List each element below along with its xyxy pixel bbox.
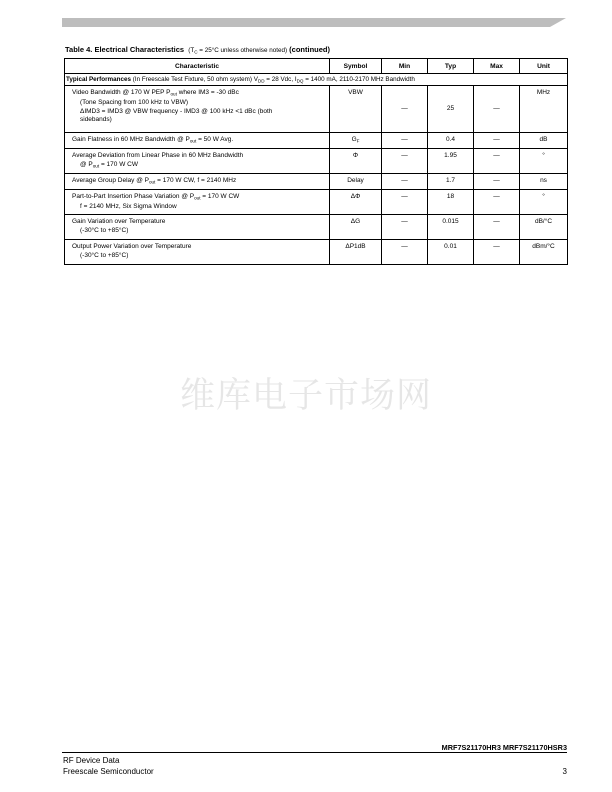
characteristic-cell: Part-to-Part Insertion Phase Variation @ $P_{out} = 170$ W CW f = 2140 MHz, Six Sigma Window bbox=[65, 190, 330, 215]
characteristic-cell: Average Group Delay @ $P_{out} = 170$ W CW, f = 2140 MHz bbox=[65, 174, 330, 190]
symbol-cell: ΔΦ bbox=[330, 190, 382, 215]
table-row bbox=[65, 240, 568, 265]
table-row bbox=[65, 215, 568, 240]
characteristic-cell: Video Bandwidth @ 170 W PEP $P_{out}$ where IM3 = -30 dBc (Tone Spacing from 100 kHz to VBW) ΔIMD3 = IMD3 @ VBW frequency - IMD3 @ 100 kHz <1 dBc (both sidebands) bbox=[65, 86, 330, 133]
characteristic-cell: Gain Variation over Temperature (-30°C to +85°C) bbox=[65, 215, 330, 240]
max-cell: — bbox=[474, 240, 520, 265]
table-title-text: Table 4. Electrical Characteristics bbox=[65, 45, 185, 54]
table-row bbox=[65, 149, 568, 174]
table-row bbox=[65, 174, 568, 190]
footer-doc-type: RF Device Data bbox=[63, 756, 120, 765]
col-typ: Typ bbox=[428, 59, 474, 74]
characteristic-cell: Gain Flatness in 60 MHz Bandwidth @ $P_{out} = 50$ W Avg. bbox=[65, 133, 330, 149]
min-cell: — bbox=[382, 215, 428, 240]
min-cell: — bbox=[382, 240, 428, 265]
footer-company: Freescale Semiconductor bbox=[63, 767, 154, 776]
col-symbol: Symbol bbox=[330, 59, 382, 74]
page-number: 3 bbox=[562, 767, 567, 776]
col-characteristic: Characteristic bbox=[65, 59, 330, 74]
symbol-cell: Φ bbox=[330, 149, 382, 174]
max-cell: — bbox=[474, 190, 520, 215]
symbol-cell: VBW bbox=[330, 86, 382, 133]
symbol-cell: ΔG bbox=[330, 215, 382, 240]
col-min: Min bbox=[382, 59, 428, 74]
table-conditions: ($T_C = 25^\circ C$ unless otherwise noted) bbox=[188, 47, 288, 55]
min-cell: — bbox=[382, 86, 428, 133]
footer-divider bbox=[62, 752, 567, 753]
footer-part-number: MRF7S21170HR3 MRF7S21170HSR3 bbox=[441, 743, 567, 752]
symbol-cell: $G_F$ bbox=[330, 133, 382, 149]
typ-cell: 1.95 bbox=[428, 149, 474, 174]
characteristic-cell: Output Power Variation over Temperature (-30°C to +85°C) bbox=[65, 240, 330, 265]
table-title bbox=[65, 45, 330, 55]
group-row bbox=[65, 74, 568, 86]
header-accent-bar bbox=[62, 18, 566, 27]
typ-cell: 0.015 bbox=[428, 215, 474, 240]
max-cell: — bbox=[474, 86, 520, 133]
unit-cell: ° bbox=[520, 149, 568, 174]
min-cell: — bbox=[382, 174, 428, 190]
table-continued: (continued) bbox=[289, 45, 330, 54]
unit-cell: dB/°C bbox=[520, 215, 568, 240]
characteristic-cell: Average Deviation from Linear Phase in 60 MHz Bandwidth @ $P_{out} = 170$ W CW bbox=[65, 149, 330, 174]
table-row bbox=[65, 86, 568, 133]
unit-cell: dB bbox=[520, 133, 568, 149]
symbol-cell: Delay bbox=[330, 174, 382, 190]
unit-cell: MHz bbox=[520, 86, 568, 133]
table-row bbox=[65, 133, 568, 149]
unit-cell: ° bbox=[520, 190, 568, 215]
typ-cell: 18 bbox=[428, 190, 474, 215]
max-cell: — bbox=[474, 133, 520, 149]
min-cell: — bbox=[382, 149, 428, 174]
min-cell: — bbox=[382, 133, 428, 149]
table-row bbox=[65, 190, 568, 215]
electrical-characteristics-table bbox=[64, 58, 568, 265]
max-cell: — bbox=[474, 215, 520, 240]
col-max: Max bbox=[474, 59, 520, 74]
watermark-text: 维库电子市场网 bbox=[179, 376, 432, 416]
unit-cell: ns bbox=[520, 174, 568, 190]
max-cell: — bbox=[474, 149, 520, 174]
typ-cell: 25 bbox=[428, 86, 474, 133]
min-cell: — bbox=[382, 190, 428, 215]
typ-cell: 0.01 bbox=[428, 240, 474, 265]
table-header-row bbox=[65, 59, 568, 74]
typ-cell: 0.4 bbox=[428, 133, 474, 149]
group-label: Typical Performances (In Freescale Test Fixture, 50 ohm system) $V_{DD} = 28$ Vdc, $I_{DQ} = 1400$ mA, 2110-2170 MHz Bandwidth bbox=[65, 74, 568, 86]
unit-cell: dBm/°C bbox=[520, 240, 568, 265]
max-cell: — bbox=[474, 174, 520, 190]
symbol-cell: ΔP1dB bbox=[330, 240, 382, 265]
col-unit: Unit bbox=[520, 59, 568, 74]
typ-cell: 1.7 bbox=[428, 174, 474, 190]
